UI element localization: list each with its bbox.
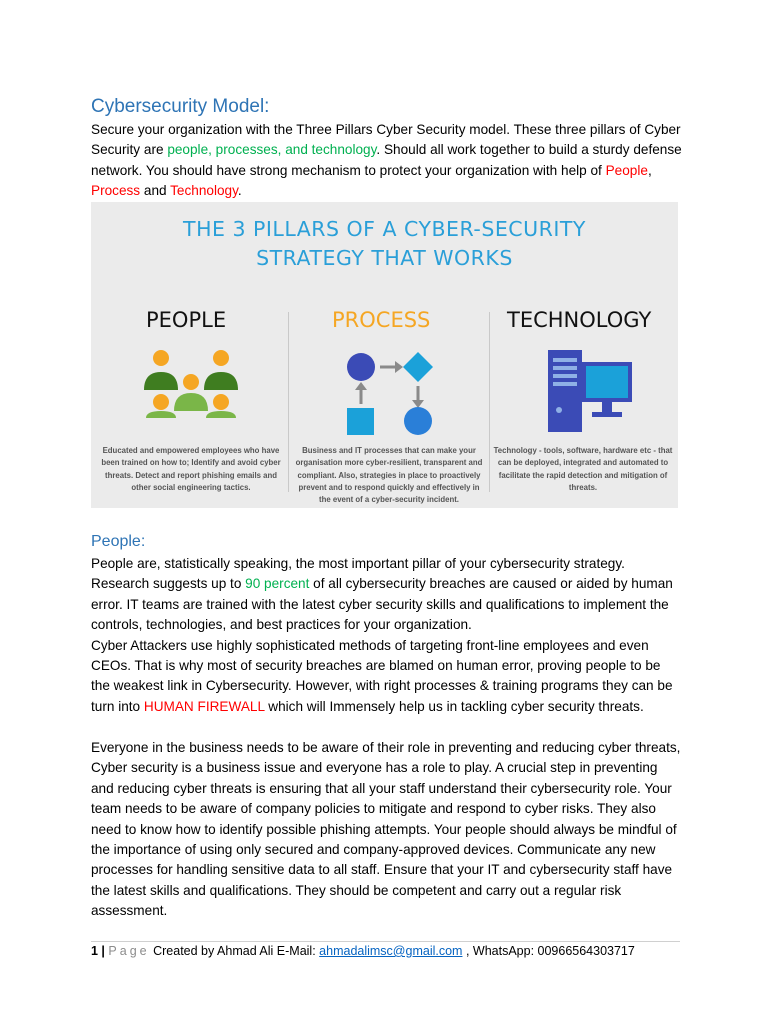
intro-paragraph (91, 120, 683, 202)
footer-divider (91, 941, 680, 942)
footer-whatsapp: , WhatsApp: 00966564303717 (465, 944, 635, 958)
infographic-title-line1: THE 3 PILLARS OF A CYBER-SECURITY (183, 217, 586, 241)
people-text-1: People are, statistically speaking, the most important pillar of your cybersecurity strategy. Research suggests up to (91, 556, 625, 592)
people-paragraph-1 (91, 554, 683, 717)
people-text-4: which will Immensely help us in tackling cyber security threats. (264, 698, 644, 714)
intro-period: . (237, 183, 242, 199)
people-column-description: Educated and empowered employees who have been trained on how to; Identify and avoid cyber threats. Detect and report phishing emails and other social engineering tactics. (101, 446, 281, 492)
people-text-2: of all cybersecurity breaches are caused or aided by human error. IT teams are trained with the latest cyber security skills and qualifications to implement the controls, technologies, and best practices for your organization. (91, 576, 673, 633)
intro-red-people: People (605, 162, 648, 178)
intro-highlight-pillars: people, processes, and technology (167, 142, 377, 158)
people-paragraph-2: Everyone in the business needs to be aware of their role in preventing and reducing cyber threats, Cyber security is a business issue and everyone has a role to play. A crucial step in preventing and reducing cyber threats is ensuring that all your staff understand their cybersecurity role. Your team needs to be aware of company policies to mitigate and respond to cyber risks. They also need to know how to identify possible phishing attempts. Your people should always be mindful of the importance of using only secured and company-approved devices. Communicate any new processes for handling sensitive data to all staff. Ensure that your IT and cybersecurity staff have the latest skills and qualifications. They should be competent and carry out a regular risk assessment. (91, 740, 681, 919)
intro-red-technology: Technology (170, 183, 238, 199)
people-highlight-90-percent: 90 percent (245, 576, 310, 592)
intro-comma: , (647, 162, 652, 178)
process-column-description: Business and IT processes that can make your organisation more cyber-resilient, transparent and compliant. Also, strategies in place to proactively prevent and to respond quickly and effectively in the event of a cyber-security incident. (295, 446, 483, 505)
infographic-title-line2: STRATEGY THAT WORKS (256, 246, 513, 270)
column-divider-1 (288, 312, 289, 492)
three-pillars-infographic (91, 202, 678, 508)
people-text-3: Cyber Attackers use highly sophisticated methods of targeting front-line employees and even CEOs. That is why most of security breaches are blamed on human error, proving people to be the weakest link in Cybersecurity. However, with right processes & training programs they can be turn into (91, 637, 673, 714)
technology-column-title: TECHNOLOGY (507, 308, 652, 332)
page-number: 1 | (91, 944, 105, 958)
process-column-title: PROCESS (332, 308, 431, 332)
intro-text-1: Secure your organization with the Three Pillars Cyber Security model. These three pillars of Cyber Security are (91, 122, 681, 158)
people-highlight-human-firewall: HUMAN FIREWALL (143, 698, 265, 714)
technology-column-description: Technology - tools, software, hardware etc - that can be deployed, integrated and automated to facilitate the rapid detection and mitigation of threats. (493, 446, 673, 492)
people-column-title: PEOPLE (146, 308, 227, 332)
footer-created-by: Created by Ahmad Ali E-Mail: (153, 944, 316, 958)
process-flow-icon (343, 350, 439, 436)
intro-text-2: . Should all work together to build a sturdy defense network. You should have strong mechanism to protect your organization with help of (91, 142, 682, 178)
intro-red-process: Process (91, 183, 141, 199)
page-label: Page (108, 944, 150, 958)
email-link[interactable]: ahmadalimsc@gmail.com (319, 944, 463, 958)
intro-and: and (140, 183, 171, 199)
section-heading-model: Cybersecurity Model: (91, 96, 270, 117)
section-heading-people: People: (91, 533, 146, 550)
page-footer (91, 944, 635, 958)
people-group-icon (141, 348, 241, 418)
computer-icon (547, 350, 633, 432)
